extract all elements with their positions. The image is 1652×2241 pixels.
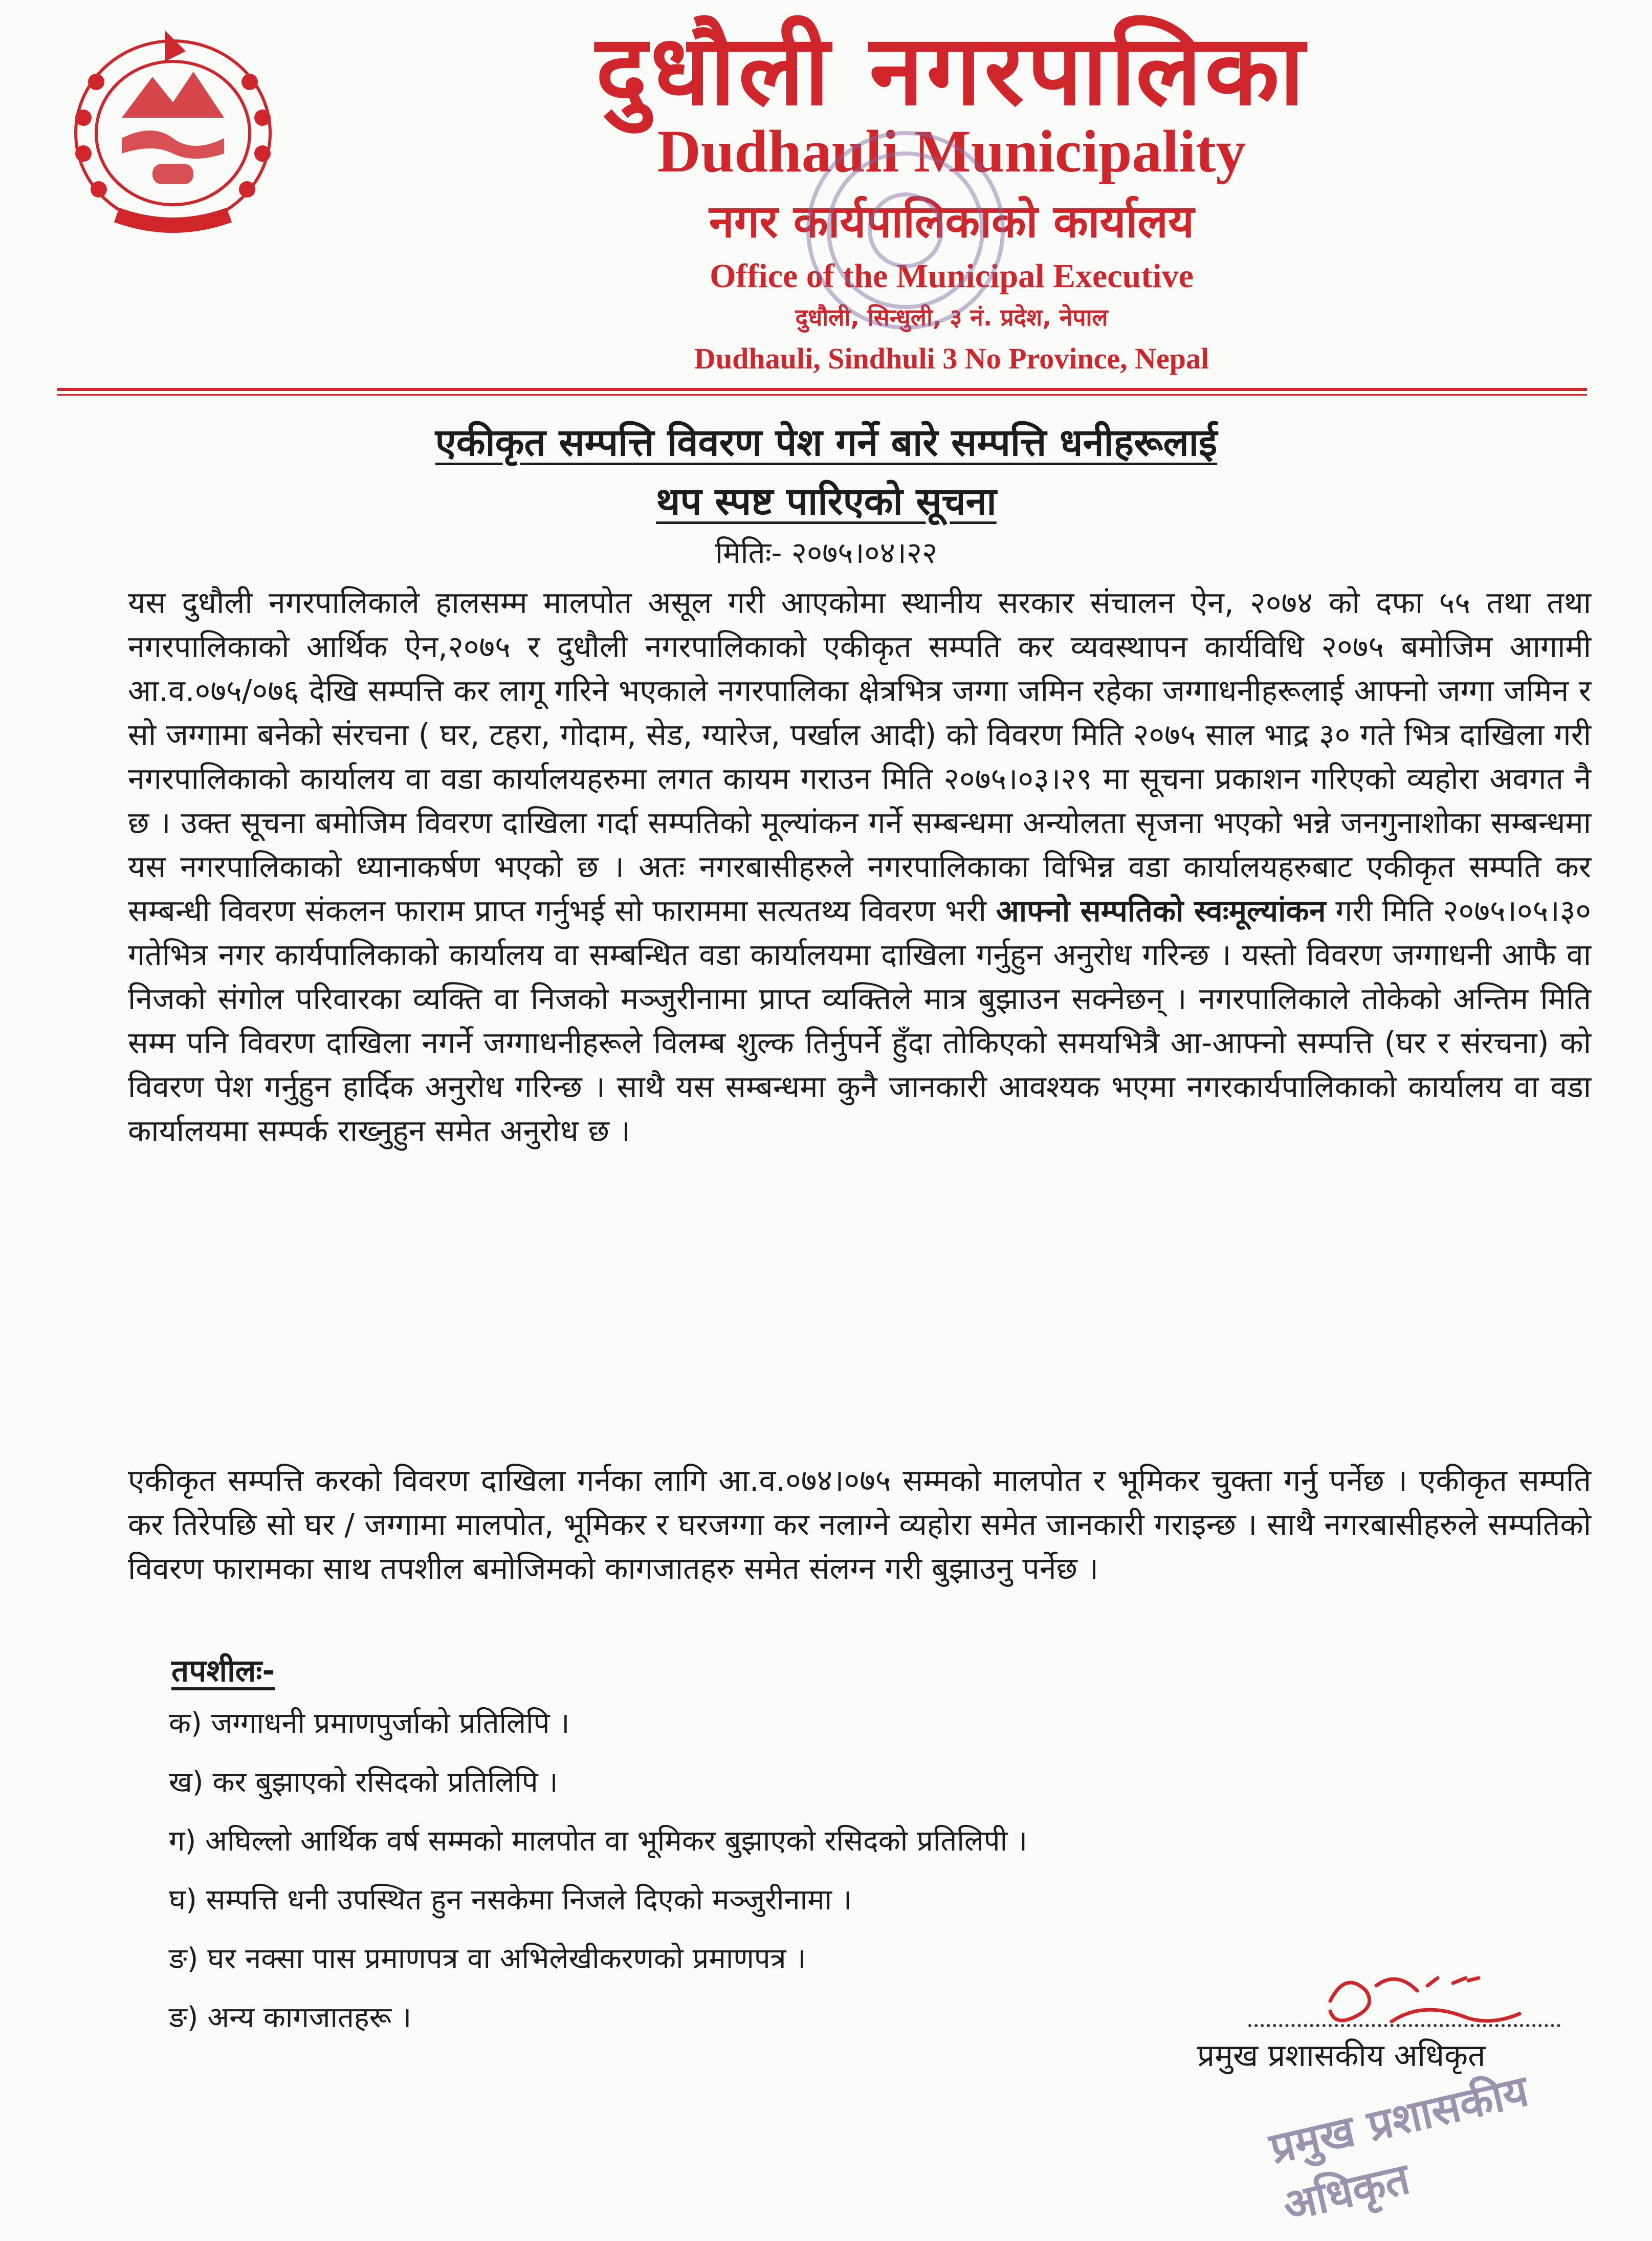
office-name-nepali: नगर कार्यपालिकाको कार्यालय xyxy=(709,195,1194,248)
signatory-title: प्रमुख प्रशासकीय अधिकृत xyxy=(1197,2038,1486,2074)
office-name-english: Office of the Municipal Executive xyxy=(710,257,1194,295)
signature-line xyxy=(1248,2014,1560,2027)
municipality-name-english: Dudhauli Municipality xyxy=(657,118,1246,185)
handwritten-signature-icon xyxy=(1299,1955,1566,2047)
office-stamp-icon xyxy=(798,123,1013,338)
notice-paragraph-1 xyxy=(128,581,1591,1153)
annex-item: ङ) घर नक्सा पास प्रमाणपत्र वा अभिलेखीकरणको प्रमाणपत्र । xyxy=(169,1942,806,1975)
municipality-name-nepali: दुधौली नगरपालिका xyxy=(596,14,1308,127)
annex-item: ख) कर बुझाएको रसिदको प्रतिलिपि । xyxy=(169,1766,558,1799)
notice-title-line2: थप स्पष्ट पारिएको सूचना xyxy=(656,480,997,524)
address-nepali: दुधौली, सिन्धुली, ३ नं. प्रदेश, नेपाल xyxy=(795,303,1108,331)
annex-item: क) जग्गाधनी प्रमाणपुर्जाको प्रतिलिपि । xyxy=(169,1707,570,1740)
paragraph-text: यस दुधौली नगरपालिकाले हालसम्म मालपोत असूल गरी आएकोमा स्थानीय सरकार संचालन ऐन, २०७४ को दफा ५५ तथा तथा नगरपालिकाको आर्थिक ऐन,२०७५ र दुधौली नगरपालिकाको एकीकृत सम्पति कर व्यवस्थापन कार्यविधि २०७५ बमोजिम आगामी आ.व.०७५/०७६ देखि सम्पत्ति कर लागू गरिने भएकाले नगरपालिका क्षेत्रभित्र जग्गा जमिन रहेका जग्गाधनीहरूलाई आफ्नो जग्गा जमिन र सो जग्गामा बनेको संरचना ( घर, टहरा, गोदाम, सेड, ग्यारेज, पर्खाल आदी) को विवरण मिति २०७५ साल भाद्र ३० गते भित्र दाखिला गरी नगरपालिकाको कार्यालय वा वडा कार्यालयहरुमा लगत कायम गराउन मिति २०७५।०३।२९ मा सूचना प्रकाशन गरिएको व्यहोरा अवगत नै छ । उक्त सूचना बमोजिम विवरण दाखिला गर्दा सम्पतिको मूल्यांकन गर्ने सम्बन्धमा अन्योलता सृजना भएको भन्ने जनगुनाशोका सम्बन्धमा यस नगरपालिकाको ध्यानाकर्षण भएको छ । अतः नगरबासीहरुले नगरपालिकाका विभिन्न वडा कार्यालयहरुबाट एकीकृत सम्पति कर सम्बन्धी विवरण संकलन फाराम प्राप्त गर्नुभई सो फाराममा सत्यतथ्य विवरण भरी xyxy=(128,585,1591,928)
notice-date: मितिः- २०७५।०४।२२ xyxy=(715,535,938,570)
paragraph-text: गरी मिति २०७५।०५।३० गतेभित्र नगर कार्यपालिकाको कार्यालय वा सम्बन्धित वडा कार्यालयमा दाखिला गर्नुहुन अनुरोध गरिन्छ । यस्तो विवरण जग्गाधनी आफै वा निजको संगोल परिवारका व्यक्ति वा निजको मञ्जुरीनामा प्राप्त व्यक्तिले मात्र बुझाउन सक्नेछन् । नगरपालिकाले तोकेको अन्तिम मिति सम्म पनि विवरण दाखिला नगर्ने जग्गाधनीहरूले विलम्ब शुल्क तिर्नुपर्ने हुँदा तोकिएको समयभित्रै आ-आफ्नो सम्पत्ति (घर र संरचना) को विवरण पेश गर्नुहुन हार्दिक अनुरोध गरिन्छ । साथै यस सम्बन्धमा कुनै जानकारी आवश्यक भएमा नगरकार्यपालिकाको कार्यालय वा वडा कार्यालयमा सम्पर्क राख्नुहुन समेत अनुरोध छ । xyxy=(128,893,1591,1148)
annex-item: ग) अघिल्लो आर्थिक वर्ष सम्मको मालपोत वा भूमिकर बुझाएको रसिदको प्रतिलिपी । xyxy=(169,1824,1028,1858)
notice-paragraph-2: एकीकृत सम्पत्ति करको विवरण दाखिला गर्नका लागि आ.व.०७४।०७५ सम्मको मालपोत र भूमिकर चुक्ता गर्नु पर्नेछ । एकीकृत सम्पति कर तिरेपछि सो घर / जग्गामा मालपोत, भूमिकर र घरजग्गा कर नलाग्ने व्यहोरा समेत जानकारी गराइन्छ । साथै नगरबासीहरुले सम्पतिको विवरण फारामका साथ तपशील बमोजिमको कागजातहरु समेत संलग्न गरी बुझाउनु पर्नेछ । xyxy=(128,1463,1591,1586)
annex-heading: तपशीलः- xyxy=(171,1653,275,1689)
letterhead-divider-thin xyxy=(57,394,1587,396)
letterhead-divider xyxy=(57,388,1587,391)
paragraph-emphasis: आफ्नो सम्पतिको स्वःमूल्यांकन xyxy=(996,893,1326,928)
annex-item: ङ) अन्य कागजातहरू । xyxy=(169,2001,412,2034)
notice-title-line1: एकीकृत सम्पत्ति विवरण पेश गर्ने बारे सम्पत्ति धनीहरूलाई xyxy=(435,421,1218,465)
rubber-stamp: प्रमुख प्रशासकीय अधिकृत xyxy=(1265,2065,1533,2231)
address-english: Dudhauli, Sindhuli 3 No Province, Nepal xyxy=(694,342,1209,375)
municipality-emblem-icon xyxy=(60,20,285,235)
annex-item: घ) सम्पत्ति धनी उपस्थित हुन नसकेमा निजले दिएको मञ्जुरीनामा । xyxy=(169,1883,852,1917)
